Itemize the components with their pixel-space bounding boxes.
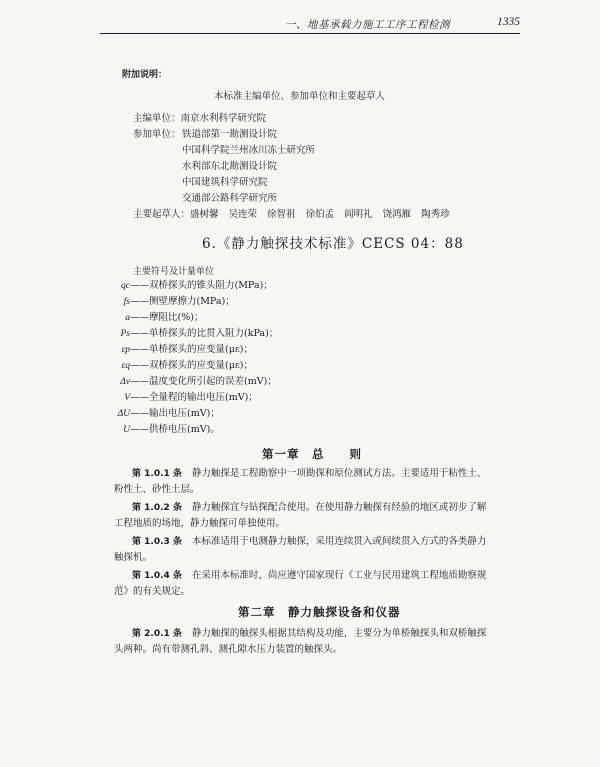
standard-title: 6.《静力触探技术标准》CECS 04：88 [202,236,464,252]
article-text-cont: 头两种。尚有带测孔斜、测孔隙水压力装置的触探头。 [114,644,343,655]
article-number: 第 1.0.3 条 [132,537,182,547]
drafter-name: 徐智祖 [267,209,296,220]
participant-unit: 中国建筑科学研究院 [182,177,268,188]
article-text: 静力触探的触探头根据其结构及功能，主要分为单桥触探头和双桥触探 [191,628,487,639]
article [114,466,554,498]
symbol-desc: ——摩阻比(%)； [130,312,204,323]
symbol-row [112,294,278,310]
symbol-desc: ——供桥电压(mV)。 [130,424,220,435]
drafters-line [133,206,460,220]
article [114,568,554,600]
symbol-desc: ——侧壁摩擦力(MPa)； [130,296,235,307]
drafters-label: 主要起草人： [133,209,191,220]
chapter-2-title: 第二章 静力触探设备和仪器 [238,605,401,619]
symbol-desc: ——温度变化所引起的误差(mV)； [130,376,277,387]
symbol-row [112,374,278,390]
symbol-row [112,406,278,422]
participant-unit: 水利部东北勘测设计院 [182,161,278,172]
article [114,500,554,532]
chief-unit: 主编单位：南京水利科学研究院 [133,113,267,124]
article-number: 第 1.0.4 条 [132,571,182,581]
drafter-name: 徐伯孟 [305,209,335,220]
running-header-title: 一、地基承载力施工工序工程检测 [285,19,450,31]
symbol-row [112,278,278,294]
symbol: εp [121,345,130,355]
symbol-row [112,390,278,406]
symbol-row [112,310,278,326]
symbol-row [112,358,278,374]
participants-label: 参加单位： [133,129,181,140]
drafter-name: 陶秀珍 [421,209,450,220]
symbol: V [124,393,130,403]
symbol-row [112,422,278,438]
appendix-subtitle: 本标准主编单位、参加单位和主要起草人 [214,91,386,102]
drafter-name: 盛树馨 [190,209,219,220]
symbol: U [123,425,130,435]
symbol-desc: ——全量程的输出电压(mV)； [130,392,258,403]
symbol-desc: ——输出电压(mV)； [130,408,220,419]
chapter-1-title: 第一章 总 则 [262,447,362,461]
symbol: Δv [120,377,130,387]
article-text: 静力触探宜与钻探配合使用。在使用静力触探有经验的地区或初步了解 [191,502,487,513]
header-rule [100,33,520,34]
article-text-cont: 粉性土、砂性土层。 [114,484,200,495]
symbol: qc [121,281,130,291]
article [114,534,554,566]
symbol: fs [123,297,130,307]
symbol-desc: ——单桥探头的应变量(με)； [130,344,254,355]
drafter-name: 吴连荣 [228,209,258,220]
article-number: 第 2.0.1 条 [132,629,182,639]
participant-unit: 铁道部第一勘测设计院 [182,129,278,140]
running-header [100,15,520,33]
symbol-desc: ——双桥探头的锥头阻力(MPa)； [130,280,273,291]
article-text: 静力触探是工程勘察中一项勘探和原位测试方法。主要适用于粘性土、 [191,468,487,479]
symbol-desc: ——单桥探头的比贯入阻力(kPa)； [130,328,279,339]
article-text-cont: 范》的有关规定。 [114,586,191,597]
symbol-row [112,326,278,342]
article-text-cont: 工程地质的场地，静力触探可单独使用。 [114,518,286,529]
participant-unit: 交通部公路科学研究所 [182,193,278,204]
page-number: 1335 [497,16,520,28]
drafter-name: 阎明礼 [344,209,373,220]
article-text-cont: 触探机。 [114,552,153,563]
symbol-row [112,342,278,358]
symbol-desc: ——双桥探头的应变量(με)； [130,360,254,371]
article-number: 第 1.0.1 条 [132,469,182,479]
article-number: 第 1.0.2 条 [132,503,182,513]
symbol: a [125,313,130,323]
article-text: 本标准适用于电测静力触探，采用连续贯入或间续贯入方式的各类静力 [191,536,487,547]
drafter-name: 饶鸿雁 [382,209,412,220]
appendix-label: 附加说明： [122,70,168,80]
symbol: εq [121,361,130,371]
symbol: ΔU [117,409,130,419]
symbol: Ps [120,329,130,339]
article-text: 在采用本标准时，尚应遵守国家现行《工业与民用建筑工程地质勘察规 [191,570,487,581]
symbols-heading: 主要符号及计量单位 [133,267,215,277]
symbols-list [112,278,278,438]
article [114,626,554,658]
participant-unit: 中国科学院兰州冰川冻土研究所 [182,145,316,156]
